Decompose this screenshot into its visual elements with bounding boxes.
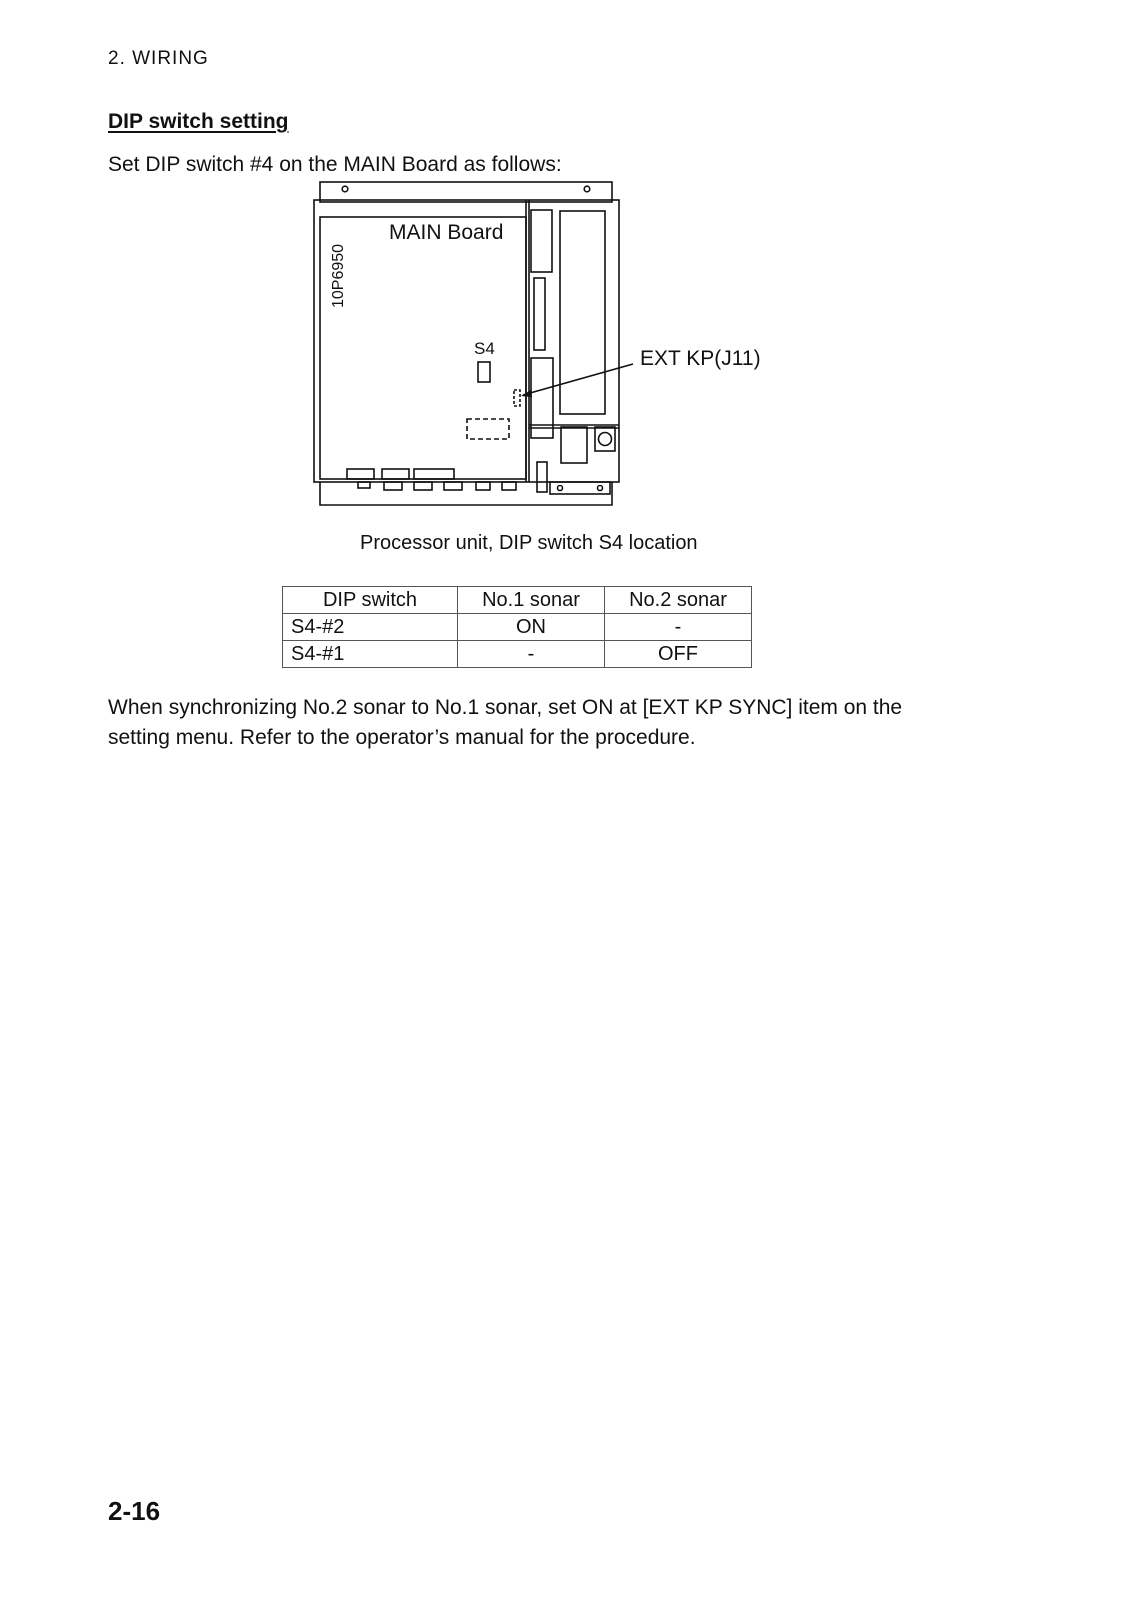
right-module <box>534 278 545 350</box>
section-title: DIP switch setting <box>108 110 289 133</box>
s4-switch-icon <box>478 362 490 382</box>
screw-icon <box>558 486 563 491</box>
dashed-component <box>467 419 509 439</box>
table-row <box>283 614 752 641</box>
table-cell: S4-#2 <box>283 614 458 641</box>
table-row <box>283 641 752 668</box>
page-number: 2-16 <box>108 1496 161 1526</box>
bottom-connector <box>382 469 409 479</box>
table-header-row <box>283 587 752 614</box>
right-module <box>531 358 553 438</box>
power-supply-module <box>560 211 605 414</box>
bottom-connector <box>358 482 370 488</box>
figure-caption: Processor unit, DIP switch S4 location <box>360 532 698 554</box>
bottom-connector <box>414 482 432 490</box>
main-board-label: MAIN Board <box>389 221 504 244</box>
running-header: 2. WIRING <box>108 48 209 69</box>
right-module <box>561 427 587 463</box>
table-cell: ON <box>458 614 605 641</box>
bottom-connector <box>476 482 490 490</box>
s4-label: S4 <box>474 339 495 358</box>
screw-icon <box>598 486 603 491</box>
table-cell: S4-#1 <box>283 641 458 668</box>
table-cell: - <box>605 614 752 641</box>
table-header-cell: DIP switch <box>283 587 458 614</box>
table-header-cell: No.2 sonar <box>605 587 752 614</box>
processor-unit-diagram <box>300 175 800 525</box>
top-bracket <box>320 182 612 202</box>
sync-note: When synchronizing No.2 sonar to No.1 sonar, set ON at [EXT KP SYNC] item on the setting menu. Refer to the operator’s manual for the procedure. <box>108 696 903 749</box>
ground-terminal <box>537 462 547 492</box>
dip-switch-table <box>282 586 752 668</box>
bottom-terminal-strip <box>550 482 610 494</box>
bottom-connector <box>384 482 402 490</box>
fuse-icon <box>599 433 612 446</box>
leader-line <box>523 364 633 395</box>
board-code-label: 10P6950 <box>330 243 347 308</box>
bottom-connector <box>347 469 374 479</box>
ext-kp-connector <box>514 390 520 406</box>
processor-unit-drawing <box>300 175 800 525</box>
mounting-hole-icon <box>342 186 348 192</box>
ext-kp-label: EXT KP(J11) <box>640 347 761 370</box>
table-header-cell: No.1 sonar <box>458 587 605 614</box>
bottom-connector <box>414 469 454 479</box>
mounting-hole-icon <box>584 186 590 192</box>
table-cell: OFF <box>605 641 752 668</box>
bottom-connector <box>502 482 516 490</box>
table-cell: - <box>458 641 605 668</box>
intro-text: Set DIP switch #4 on the MAIN Board as follows: <box>108 153 562 176</box>
right-module <box>531 210 552 272</box>
bottom-connector <box>444 482 462 490</box>
